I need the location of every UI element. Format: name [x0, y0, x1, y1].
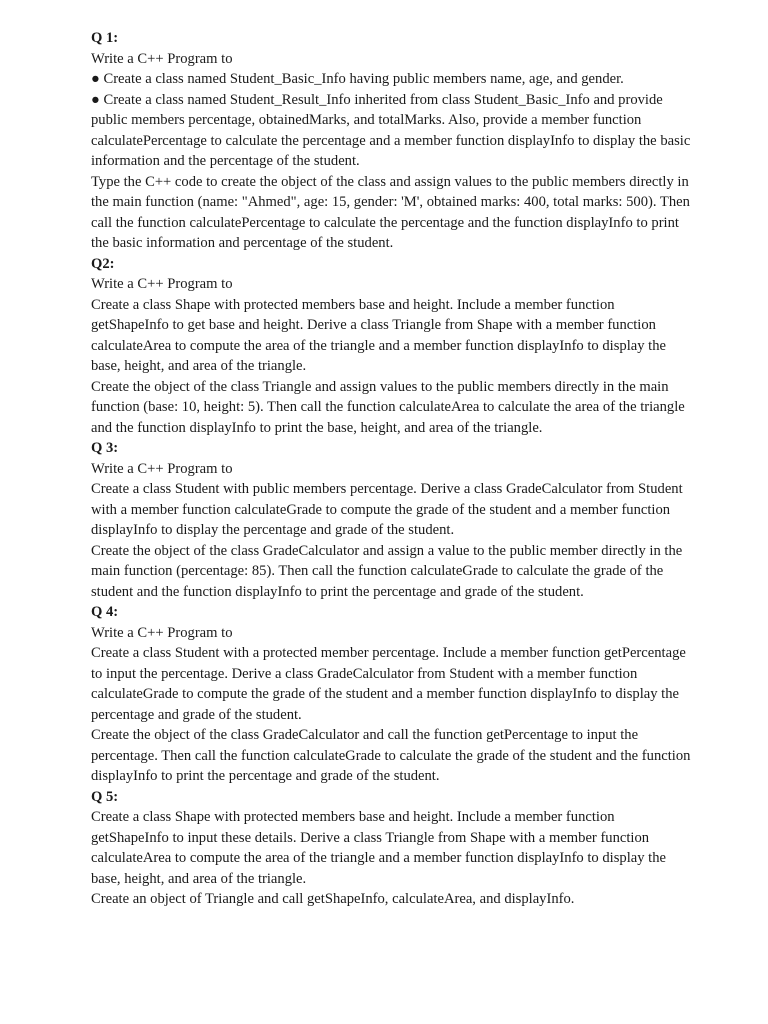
question-text: Create the object of the class GradeCalculator and assign a value to the public member directly in the main function (percentage: 85). Then call the function calculateGrade to calculate the grade of the student and the function displayInfo to print the percentage and grade of the student. — [91, 542, 683, 600]
question-title: Q 5: — [91, 788, 119, 805]
question-5 — [91, 787, 691, 910]
question-text: ● Create a class named Student_Result_Info inherited from class Student_Basic_Info and provide public members percentage, obtainedMarks, and totalMarks. Also, provide a member function calculatePercentage to calculate the percentage and a member function displayInfo to display the basic information and the percentage of the student. — [91, 91, 691, 169]
question-1 — [91, 28, 691, 254]
document-page — [91, 28, 691, 910]
question-title: Q 1: — [91, 30, 119, 46]
question-text: Create an object of Triangle and call getShapeInfo, calculateArea, and displayInfo. — [91, 891, 575, 907]
question-4 — [91, 602, 691, 787]
question-2 — [91, 254, 691, 439]
question-text: Write a C++ Program to — [91, 276, 233, 292]
question-text: Create a class Student with public members percentage. Derive a class GradeCalculator from Student with a member function calculateGrade to compute the grade of the student and a member function displayInfo to display the percentage and grade of the student. — [91, 481, 683, 538]
question-title: Q 4: — [91, 604, 119, 620]
question-text: ● Create a class named Student_Basic_Info having public members name, age, and gender. — [91, 71, 624, 87]
question-text: Write a C++ Program to — [91, 624, 233, 641]
question-text: Create a class Shape with protected members base and height. Include a member function getShapeInfo to get base and height. Derive a class Triangle from Shape with a member function calculateArea to compute the area of the triangle and a member function displayInfo to display the base, height, and area of the triangle. — [91, 296, 667, 374]
question-text: Create the object of the class GradeCalculator and call the function getPercentage to input the percentage. Then call the function calculateGrade to calculate the grade of the student and the function displayInfo to print the percentage and grade of the student. — [91, 727, 691, 784]
question-title: Q 3: — [91, 440, 119, 456]
question-text: Write a C++ Program to — [91, 460, 233, 477]
question-text: Create the object of the class Triangle and assign values to the public members directly in the main function (base: 10, height: 5). Then call the function calculateArea to calculate the area of the triangle and the function displayInfo to print the base, height, and area of the triangle. — [91, 378, 685, 436]
question-text: Type the C++ code to create the object of the class and assign values to the public members directly in the main function (name: "Ahmed", age: 15, gender: 'M', obtained marks: 400, total marks: 500). Then call the function calculatePercentage to calculate the percentage and the function displayInfo to print the basic information and percentage of the student. — [91, 173, 690, 251]
question-text: Create a class Shape with protected members base and height. Include a member function getShapeInfo to input these details. Derive a class Triangle from Shape with a member function calculateArea to compute the area of the triangle and a member function displayInfo to display the base, height, and area of the triangle. — [91, 809, 667, 887]
question-title: Q2: — [91, 255, 115, 272]
question-text: Write a C++ Program to — [91, 50, 233, 67]
question-3 — [91, 438, 691, 602]
question-text: Create a class Student with a protected member percentage. Include a member function getPercentage to input the percentage. Derive a class GradeCalculator from Student with a member function calculateGrade to compute the grade of the student and a member function displayInfo to display the percentage and grade of the student. — [91, 645, 686, 723]
